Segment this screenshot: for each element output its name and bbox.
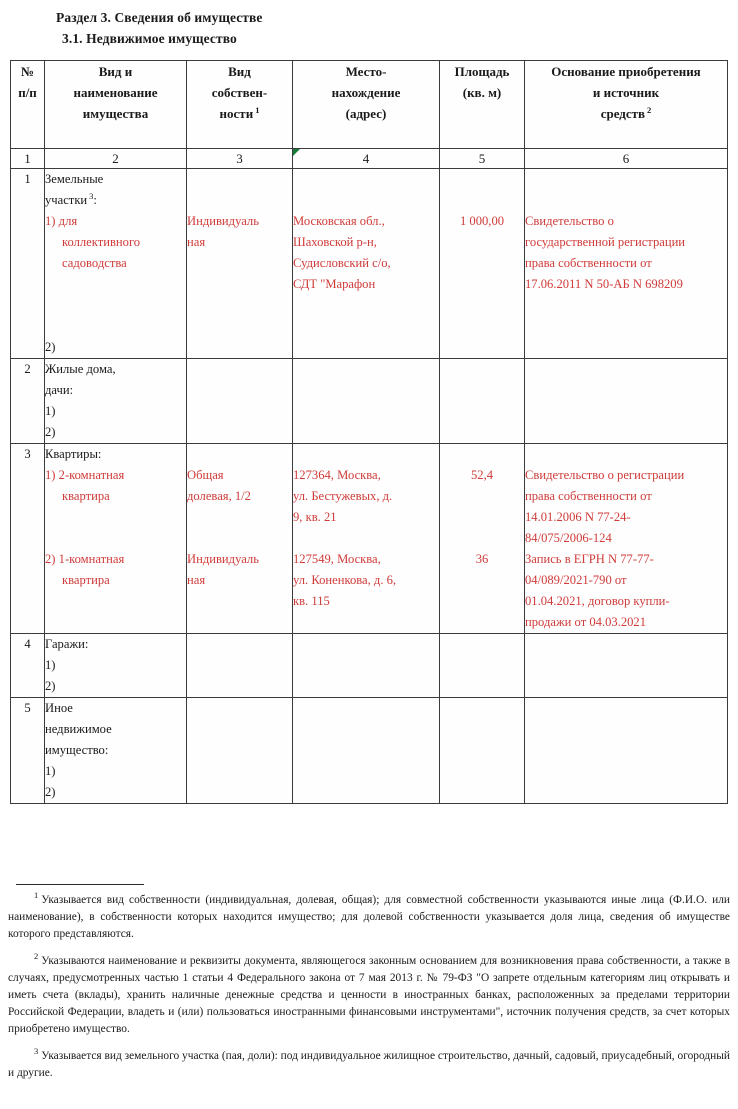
ownership-line2: ная: [187, 235, 206, 249]
table-row[interactable]: [11, 444, 728, 634]
basis-1-line1: Свидетельство о регистрации: [525, 468, 685, 482]
spacer: [440, 507, 524, 528]
location-line1: Московская обл.,: [293, 214, 385, 228]
footnote-ref-2: 2: [647, 104, 652, 115]
basis-1-line3: 14.01.2006 N 77-24-: [525, 510, 631, 524]
item-1-prefix: 1): [45, 764, 56, 778]
table-header: [11, 61, 728, 169]
area-cell: [440, 169, 525, 359]
footnote-1-marker: 1: [34, 890, 39, 901]
property-name-line2-text: участки: [45, 193, 88, 207]
basis-2-line2: 04/089/2021-790 от: [525, 573, 627, 587]
real-estate-property-table: [10, 60, 728, 804]
area-cell: [440, 359, 525, 444]
location-2-line2: ул. Коненкова, д. 6,: [293, 573, 397, 587]
spacer: [440, 190, 524, 211]
header-ownership-line3: [187, 103, 292, 124]
header-cell-ownership-type: [187, 61, 293, 149]
spacer: [525, 169, 727, 190]
location-2-line3: кв. 115: [293, 594, 330, 608]
column-number-4-text: 4: [362, 151, 370, 166]
property-name-cell: [45, 634, 187, 698]
header-basis-line1: Основание приобретения: [551, 64, 701, 79]
ownership-2-line2: ная: [187, 573, 206, 587]
spacer: [45, 316, 186, 337]
footnotes-section: [8, 884, 730, 1082]
header-cell-location: [293, 61, 440, 149]
header-number-line1: №: [20, 64, 35, 79]
ownership-cell: [187, 359, 293, 444]
location-cell: [293, 698, 440, 804]
header-basis-line3-text: средств: [600, 106, 646, 121]
item-2-text1: 1-комнатная: [58, 552, 125, 566]
table-row[interactable]: [11, 169, 728, 359]
spacer: [187, 190, 292, 211]
location-cell: [293, 169, 440, 359]
location-1-line3: 9, кв. 21: [293, 510, 337, 524]
basis-2-line4: продажи от 04.03.2021: [525, 615, 647, 629]
spacer: [293, 444, 439, 465]
spacer: [440, 444, 524, 465]
column-number-2: 2: [45, 149, 187, 169]
location-line4: СДТ "Марафон: [293, 277, 376, 291]
location-cell: [293, 444, 440, 634]
property-name-line3: имущество:: [45, 743, 109, 757]
location-2-line1: 127549, Москва,: [293, 552, 381, 566]
item-1-prefix: 1): [45, 404, 56, 418]
area-cell: [440, 698, 525, 804]
table-row[interactable]: [11, 359, 728, 444]
page-title: Раздел 3. Сведения об имуществе: [56, 10, 263, 25]
area-2-value: 36: [475, 552, 489, 566]
basis-1-line2: права собственности от: [525, 489, 652, 503]
property-name-line2: [45, 190, 186, 211]
header-location-line1: Место-: [345, 64, 387, 79]
row-number: 1: [11, 169, 45, 359]
basis-line3: права собственности от: [525, 256, 652, 270]
location-1-line2: ул. Бестужевых, д.: [293, 489, 393, 503]
item-1-label: [45, 465, 186, 486]
header-property-line3: имущества: [82, 106, 149, 121]
area-value: 1 000,00: [459, 214, 505, 228]
ownership-cell: [187, 444, 293, 634]
property-name-cell: [45, 444, 187, 634]
item-1-label: [45, 211, 186, 232]
footnote-1: [8, 892, 730, 944]
property-name-line2: недвижимое: [45, 722, 112, 736]
location-1-line1: 127364, Москва,: [293, 468, 381, 482]
ownership-1-line1: Общая: [187, 468, 224, 482]
row-number: 2: [11, 359, 45, 444]
footnote-1-text: Указывается вид собственности (индивидуальная, долевая, общая); для совместной собственности указываются иные лица (Ф.И.О. или наименование), в собственности которых находится имущество; для долевой собственности указывается доля лица, сведения об имуществе которого представляются.: [8, 894, 730, 941]
ownership-1-line2: долевая, 1/2: [187, 489, 251, 503]
spacer: [187, 528, 292, 549]
spacer: [45, 528, 186, 549]
document-titles: [56, 7, 676, 49]
footnote-3: [8, 1045, 730, 1082]
table-header-row: [11, 61, 728, 149]
location-cell: [293, 634, 440, 698]
basis-cell: [525, 169, 728, 359]
item-1-text2: коллективного: [62, 235, 141, 249]
item-2-prefix: 2): [45, 340, 56, 354]
header-property-line1: Вид и: [98, 64, 133, 79]
item-1-prefix: 1): [45, 468, 56, 482]
spacer: [187, 444, 292, 465]
page-subtitle: 3.1. Недвижимое имущество: [62, 31, 237, 46]
property-name-line1: Гаражи:: [45, 637, 89, 651]
row-number: 3: [11, 444, 45, 634]
header-ownership-line3-text: ности: [219, 106, 254, 121]
footnote-ref-1: 1: [255, 104, 260, 115]
location-line2: Шаховской р-н,: [293, 235, 377, 249]
item-2-text2: квартира: [62, 573, 110, 587]
basis-cell: [525, 444, 728, 634]
header-cell-number: [11, 61, 45, 149]
property-name-cell: [45, 169, 187, 359]
header-basis-line2: и источник: [592, 85, 660, 100]
header-location-line2: нахождение: [331, 85, 401, 100]
header-number-line2: п/п: [18, 85, 37, 100]
header-location-line3: (адрес): [345, 106, 387, 121]
table-row[interactable]: [11, 698, 728, 804]
header-area-line2: (кв. м): [462, 85, 502, 100]
column-number-row: [11, 149, 728, 169]
spacer: [440, 528, 524, 549]
ownership-line1: Индивидуаль: [187, 214, 259, 228]
column-number-1: 1: [11, 149, 45, 169]
footnote-2: [8, 950, 730, 1039]
property-name-line1: Иное: [45, 701, 73, 715]
item-2-prefix: 2): [45, 785, 56, 799]
spacer: [293, 190, 439, 211]
property-name-line1: Жилые дома,: [45, 362, 116, 376]
header-area-line1: Площадь: [454, 64, 510, 79]
ownership-2-line1: Индивидуаль: [187, 552, 259, 566]
basis-line1: Свидетельство о: [525, 214, 614, 228]
item-1-text3: садоводства: [62, 256, 127, 270]
spacer: [440, 486, 524, 507]
basis-2-line3: 01.04.2021, договор купли-: [525, 594, 670, 608]
spacer: [293, 169, 439, 190]
spacer: [440, 169, 524, 190]
basis-cell: [525, 698, 728, 804]
header-ownership-line1: Вид: [228, 64, 251, 79]
row-number: 5: [11, 698, 45, 804]
footnote-ref-3: 3: [89, 190, 94, 201]
property-name-suffix: :: [93, 193, 97, 207]
ownership-cell: [187, 634, 293, 698]
item-1-text2: квартира: [62, 489, 110, 503]
basis-cell: [525, 359, 728, 444]
header-cell-acquisition-basis: [525, 61, 728, 149]
basis-1-line4: 84/075/2006-124: [525, 531, 612, 545]
spacer: [187, 507, 292, 528]
property-table-container: [10, 60, 727, 804]
property-name-line1: Земельные: [45, 172, 104, 186]
ownership-cell: [187, 698, 293, 804]
basis-line2: государственной регистрации: [525, 235, 686, 249]
area-1-value: 52,4: [470, 468, 494, 482]
header-cell-area: [440, 61, 525, 149]
column-number-6: 6: [525, 149, 728, 169]
spacer: [525, 444, 727, 465]
area-cell: [440, 634, 525, 698]
property-name-line1: Квартиры:: [45, 447, 102, 461]
column-number-3: 3: [187, 149, 293, 169]
footnote-2-text: Указываются наименование и реквизиты документа, являющегося законным основанием для возникновения права собственности, а также в случаях, предусмотренных частью 1 статьи 4 Федерального закона от 7 мая 2013 г. № 79-ФЗ "О запрете отдельным категориям лиц открывать и иметь счета (вклады), хранить наличные денежные средства и ценности в иностранных банках, расположенных за пределами территории Российской Федерации, владеть и (или) пользоваться иностранными финансовыми инструментами", источник получения средств, за счет которых приобретено имущество.: [8, 954, 730, 1036]
spacer: [525, 190, 727, 211]
property-name-line2: дачи:: [45, 383, 74, 397]
header-property-line2: наименование: [73, 85, 158, 100]
item-1-text1: 2-комнатная: [58, 468, 125, 482]
item-1-prefix: 1): [45, 214, 56, 228]
item-2-prefix: 2): [45, 552, 56, 566]
item-2-label: [45, 549, 186, 570]
spacer: [187, 169, 292, 190]
area-cell: [440, 444, 525, 634]
basis-line4: 17.06.2011 N 50-АБ N 698209: [525, 277, 683, 291]
property-name-cell: [45, 698, 187, 804]
table-body: [11, 169, 728, 804]
footnote-3-marker: 3: [34, 1045, 39, 1056]
header-basis-line3: [525, 103, 727, 124]
header-cell-property-name: [45, 61, 187, 149]
property-name-cell: [45, 359, 187, 444]
row-number: 4: [11, 634, 45, 698]
item-1-text1: для: [58, 214, 78, 228]
basis-2-line1: Запись в ЕГРН N 77-77-: [525, 552, 654, 566]
table-row[interactable]: [11, 634, 728, 698]
spacer: [293, 528, 439, 549]
spacer: [45, 295, 186, 316]
item-2-prefix: 2): [45, 679, 56, 693]
item-1-prefix: 1): [45, 658, 56, 672]
item-2-prefix: 2): [45, 425, 56, 439]
footnote-3-text: Указывается вид земельного участка (пая, доли): под индивидуальное жилищное строительство, дачный, садовый, приусадебный, огородный и другие.: [8, 1049, 730, 1079]
spacer: [45, 274, 186, 295]
ownership-cell: [187, 169, 293, 359]
column-number-5: 5: [440, 149, 525, 169]
location-line3: Судисловский с/о,: [293, 256, 391, 270]
location-cell: [293, 359, 440, 444]
column-number-4: [293, 149, 440, 169]
comment-marker-icon: [293, 149, 300, 156]
header-ownership-line2: собствен-: [211, 85, 268, 100]
footnote-separator-rule: [16, 884, 144, 885]
basis-cell: [525, 634, 728, 698]
spacer: [45, 507, 186, 528]
footnote-2-marker: 2: [34, 950, 39, 961]
